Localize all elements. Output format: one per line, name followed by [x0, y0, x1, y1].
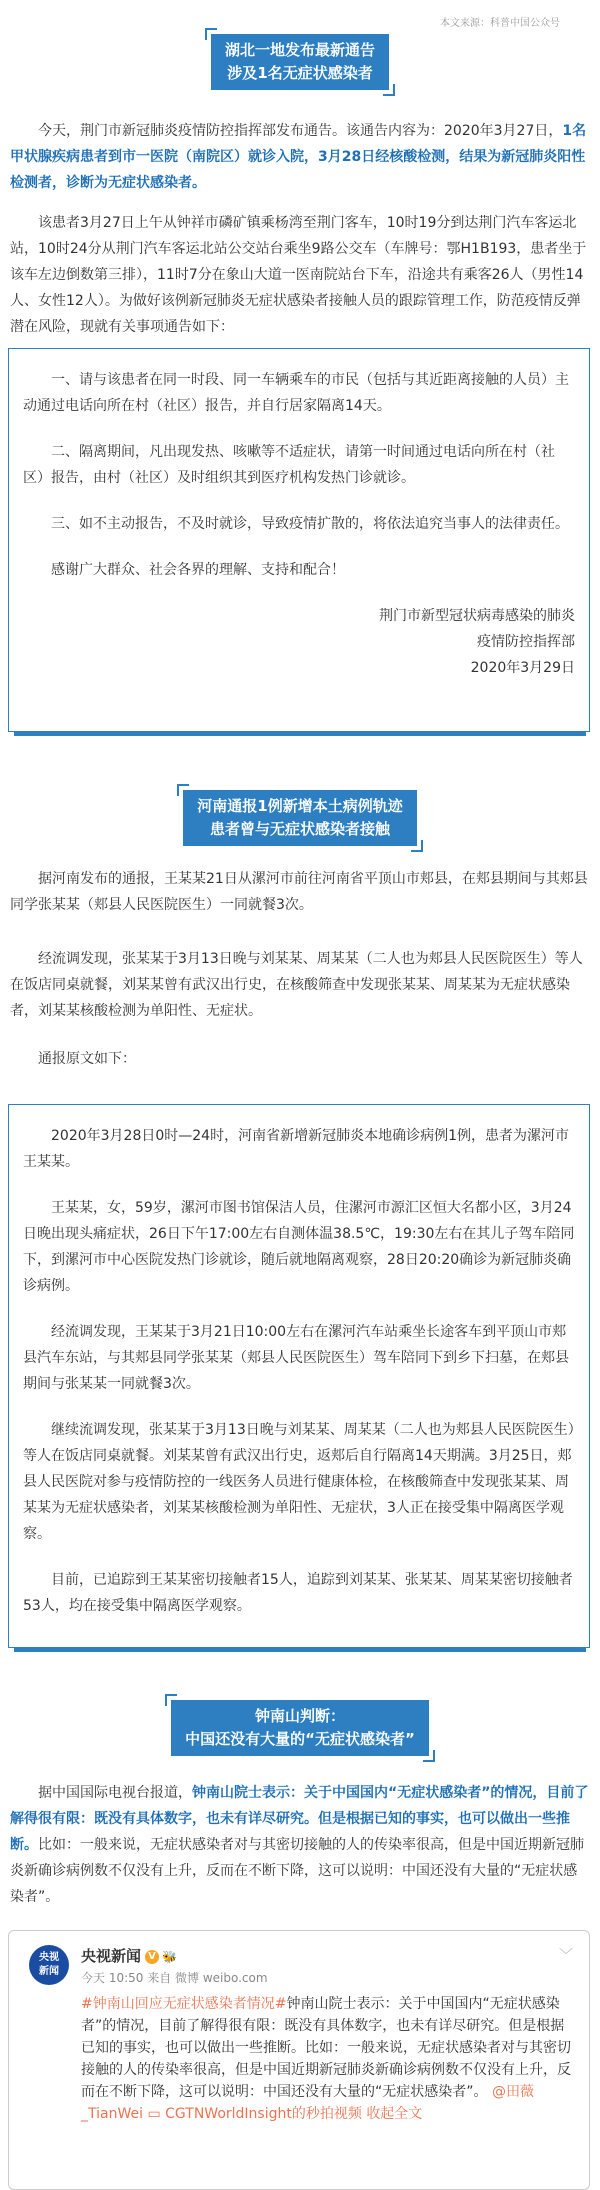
notice1-signature-line1: 荆门市新型冠状病毒感染的肺炎 [379, 608, 575, 624]
section3-heading [0, 1700, 600, 1756]
section3-title-line2: 中国还没有大量的“无症状感染者” [185, 1730, 415, 1748]
section3-title-box [171, 1700, 429, 1756]
section3-p1-text: 据中国国际电视台报道， [38, 1785, 192, 1801]
source-note: 本文来源：科普中国公众号 [440, 18, 560, 29]
hashtag-link[interactable]: #钟南山回应无症状感染者情况# [81, 1996, 287, 2012]
notice1-signature-line2: 疫情防控指挥部 [477, 634, 575, 650]
notice2-item2: 王某某，女，59岁，漯河市图书馆保洁人员，住漯河市源汇区恒大名都小区，3月24日晚出现头痛症状，26日下午17:00左右自测体温38.5℃，19:30左右在其儿子驾车陪同下，到漯河市中心医院发热门诊就诊，随后就地隔离观察，28日20:20确诊为新冠肺炎确诊病例。 [23, 1200, 575, 1294]
avatar-text-line2: 新闻 [39, 1966, 59, 1977]
section1-p1-text: 今天，荆门市新冠肺炎疫情防控指挥部发布通告。该通告内容为：2020年3月27日， [38, 123, 563, 139]
notice1-signature-date: 2020年3月29日 [470, 660, 575, 676]
notice2-item4: 继续流调发现，张某某于3月13日晚与刘某某、周某某（二人也为郏县人民医院医生）等人在饭店同桌就餐。刘某某曾有武汉出行史，返郏后自行隔离14天期满。3月25日，郏县人民医院对参与疫情防控的一线医务人员进行健康体检，在核酸筛查中发现张某某、周某某为无症状感染者，刘某某核酸检测为单阳性、无症状，3人正在接受集中隔离医学观察。 [23, 1422, 575, 1542]
weibo-embed-card[interactable] [8, 1930, 590, 2190]
section2-title-line2: 患者曾与无症状感染者接触 [209, 820, 390, 838]
notice2-item3: 经流调发现，王某某于3月21日10:00左右在漯河汽车站乘坐长途客车到平顶山市郏县汽车东站，与其郏县同学张某某（郏县人民医院医生）驾车陪同下到乡下扫墓，在郏县期间与张某某一同就餐3次。 [23, 1324, 569, 1392]
account-name[interactable] [81, 1945, 177, 1966]
section1-p1-highlight: 1名甲状腺疾病患者到市一医院（南院区）就诊入院，3月28日经核酸检测，结果为新冠肺炎阳性检测者，诊断为无症状感染者。 [10, 123, 587, 191]
section3-title-line1: 钟南山判断： [254, 1707, 345, 1725]
notice1-item1: 一、请与该患者在同一时段、同一车辆乘车的市民（包括与其近距离接触的人员）主动通过电话向所在村（社区）报告，并自行居家隔离14天。 [23, 372, 569, 414]
notice1-item3: 三、如不主动报告，不及时就诊，导致疫情扩散的，将依法追究当事人的法律责任。 [51, 516, 569, 532]
section1-title-line1: 湖北一地发布最新通告 [224, 41, 375, 59]
avatar[interactable] [29, 1945, 69, 1985]
section2-paragraph1: 据河南发布的通报，王某某21日从漯河市前往河南省平顶山市郏县，在郏县期间与其郏县同学张某某（郏县人民医院医生）一同就餐3次。 [10, 871, 588, 913]
account-name-text: 央视新闻 [81, 1947, 142, 1965]
section2-heading [0, 790, 600, 846]
section2-title-line1: 河南通报1例新增本土病例轨迹 [197, 797, 403, 815]
post-text [81, 1993, 571, 2125]
mention-link[interactable]: @田薇_TianWei [81, 2084, 534, 2122]
video-link[interactable]: CGTNWorldInsight的秒拍视频 [165, 2106, 362, 2122]
notice1-thanks: 感谢广大群众、社会各界的理解、支持和配合！ [51, 562, 345, 578]
section3-p1-highlight: 钟南山院士表示：关于中国国内“无症状感染者”的情况，目前了解得很有限：既没有具体数字，也未有详尽研究。但是根据已知的事实，也可以做出一些推断。 [10, 1785, 589, 1853]
post-meta: 今天 10:50 来自 微博 weibo.com [81, 1971, 268, 1985]
collapse-link[interactable]: 收起全文 [366, 2106, 423, 2122]
notice2-item1: 2020年3月28日0时—24时，河南省新增新冠肺炎本地确诊病例1例，患者为漯河市王某某。 [23, 1128, 569, 1170]
section2-paragraph3: 通报原文如下： [38, 1051, 136, 1067]
post-body: 钟南山院士表示：关于中国国内“无症状感染者”的情况，目前了解得很有限：既没有具体数字，也未有详尽研究。但是根据已知的事实，也可以做出一些推断。比如：一般来说，无症状感染者对与其密切接触的人的传染率很高，但是中国近期新冠肺炎新确诊病例数不仅没有上升，反而在不断下降，这可以说明：中国还没有大量的“无症状感染者”。 [81, 1996, 571, 2100]
notice2-item5: 目前，已追踪到王某某密切接触者15人，追踪到刘某某、张某某、周某某密切接触者53人，均在接受集中隔离医学观察。 [23, 1572, 573, 1614]
section1-notice-bar [14, 732, 586, 736]
notice1-item2: 二、隔离期间，凡出现发热、咳嗽等不适症状，请第一时间通过电话向所在村（社区）报告，由村（社区）及时组织其到医疗机构发热门诊就诊。 [23, 444, 555, 486]
avatar-text-line1: 央视 [39, 1952, 59, 1963]
verified-icon: V [145, 1950, 159, 1964]
section1-notice-box [8, 348, 590, 732]
section3-p1-text2: 比如：一般来说，无症状感染者对与其密切接触的人的传染率很高，但是中国近期新冠肺炎新确诊病例数不仅没有上升，反而在不断下降，这可以说明：中国还没有大量的“无症状感染者”。 [10, 1837, 584, 1905]
section2-notice-bar [14, 1648, 586, 1652]
video-icon: ▭ [147, 2106, 161, 2122]
section1-title-box [211, 34, 389, 90]
chevron-down-icon[interactable]: ﹀ [559, 1948, 573, 1964]
section1-title-line2: 涉及1名无症状感染者 [227, 64, 373, 82]
section3-paragraph1 [10, 1780, 590, 1910]
section2-paragraph2: 经流调发现，张某某于3月13日晚与刘某某、周某某（二人也为郏县人民医院医生）等人在饭店同桌就餐，刘某某曾有武汉出行史，在核酸筛查中发现张某某、周某某为无症状感染者，刘某某核酸检测为单阳性、无症状。 [10, 951, 583, 1019]
bee-emoji-icon: 🐝 [162, 1950, 177, 1964]
section2-title-box [183, 790, 416, 846]
section2-notice-box [8, 1104, 590, 1648]
section1-paragraph2: 该患者3月27日上午从钟祥市磷矿镇乘杨湾至荆门客车，10时19分到达荆门汽车客运北站，10时24分从荆门汽车客运北站公交站台乘坐9路公交车（车牌号：鄂H1B193，患者坐于该车左边倒数第三排），11时7分在象山大道一医南院站台下车，沿途共有乘客26人（男性14人、女性12人）。为做好该例新冠肺炎无症状感染者接触人员的跟踪管理工作，防范疫情反弹潜在风险，现就有关事项通告如下： [10, 215, 587, 335]
section1-heading [0, 34, 600, 90]
section1-paragraph1 [10, 118, 590, 196]
